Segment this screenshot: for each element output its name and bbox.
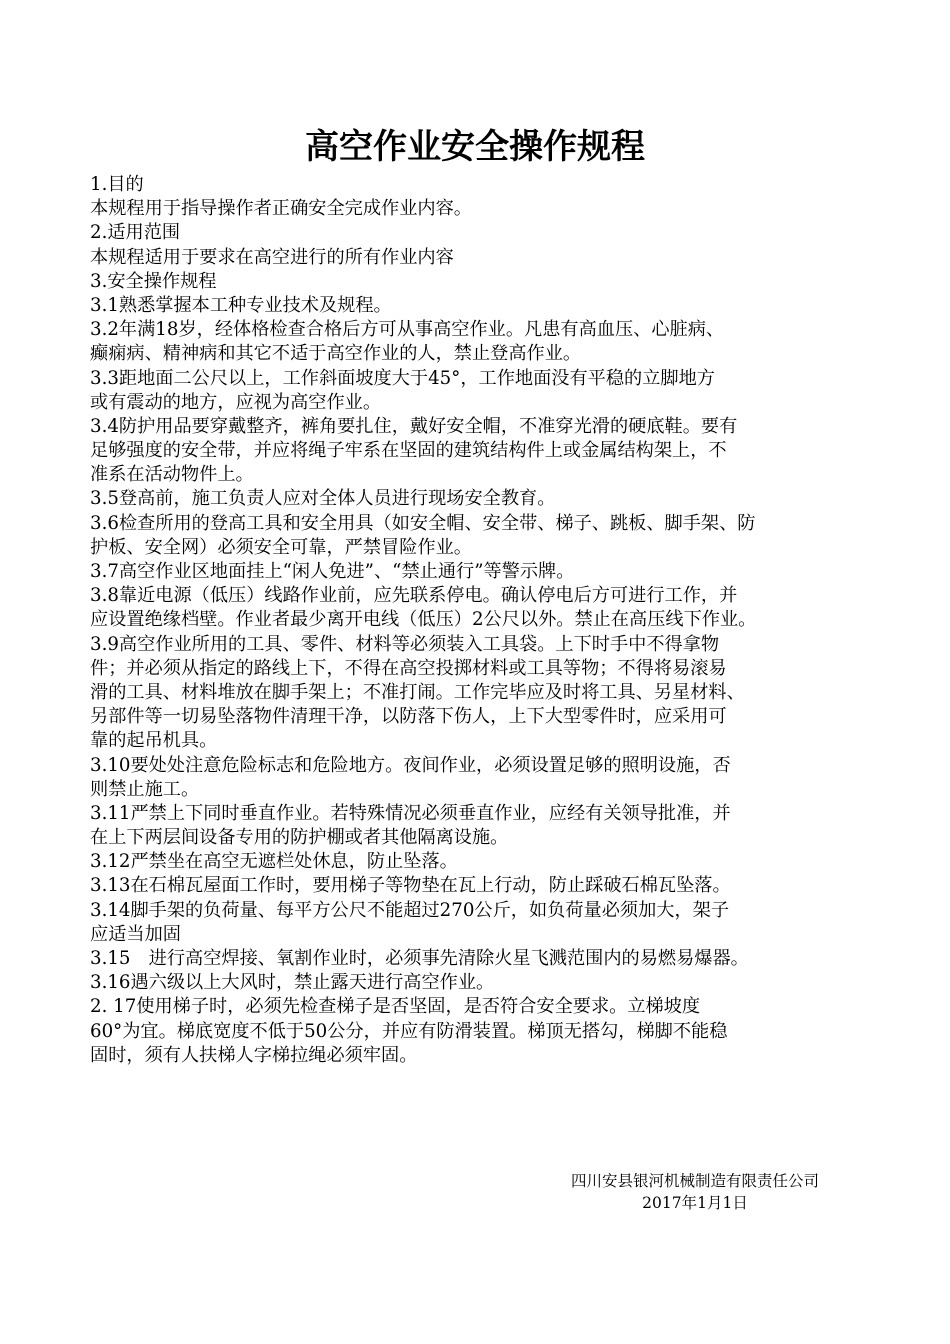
text-line: 1.目的 bbox=[90, 174, 144, 195]
document-body bbox=[90, 173, 880, 1068]
text-line: 件；并必须从指定的路线上下，不得在高空投掷材料或工具等物；不得将易滚易 bbox=[90, 657, 727, 679]
text-line: 3.5登高前，施工负责人应对全体人员进行现场安全教育。 bbox=[90, 488, 556, 510]
text-line: 本规程用于指导操作者正确安全完成作业内容。 bbox=[90, 198, 472, 220]
text-line: 另部件等一切易坠落物件清理干净，以防落下伤人，上下大型零件时，应采用可 bbox=[90, 706, 727, 728]
text-line: 3.7高空作业区地面挂上“闲人免进”、“禁止通行”等警示牌。 bbox=[90, 561, 575, 582]
text-line: 3.15 进行高空焊接、氧割作业时，必须事先清除火星飞溅范围内的易燃易爆器。 bbox=[90, 948, 749, 969]
text-line: 3.10要处处注意危险标志和危险地方。夜间作业，必须设置足够的照明设施，否 bbox=[90, 754, 731, 776]
text-line: 3.安全操作规程 bbox=[90, 270, 217, 292]
text-line: 应适当加固 bbox=[90, 923, 181, 945]
text-line: 3.2年满18岁，经体格检查合格后方可从事高空作业。凡患有高血压、心脏病、 bbox=[90, 319, 725, 341]
company-name: 四川安县银河机械制造有限责任公司 bbox=[570, 1172, 819, 1190]
text-line: 3.3距地面二公尺以上，工作斜面坡度大于45°，工作地面没有平稳的立脚地方 bbox=[90, 367, 715, 389]
text-line: 3.14脚手架的负荷量、每平方公尺不能超过270公斤，如负荷量必须加大，架子 bbox=[90, 899, 730, 921]
text-line: 则禁止施工。 bbox=[90, 778, 200, 800]
text-line: 准系在活动物件上。 bbox=[90, 464, 254, 486]
text-line: 或有震动的地方，应视为高空作业。 bbox=[90, 391, 382, 413]
text-line: 2. 17使用梯子时，必须先检查梯子是否坚固，是否符合安全要求。立梯坡度 bbox=[90, 996, 701, 1018]
text-line: 3.1熟悉掌握本工种专业技术及规程。 bbox=[90, 294, 392, 316]
text-line: 3.16遇六级以上大风时，禁止露天进行高空作业。 bbox=[90, 972, 495, 994]
text-line: 靠的起吊机具。 bbox=[90, 730, 218, 752]
text-line: 本规程适用于要求在高空进行的所有作业内容 bbox=[90, 246, 454, 268]
text-line: 3.9高空作业所用的工具、零件、材料等必须装入工具袋。上下时手中不得拿物 bbox=[90, 633, 720, 655]
text-line: 3.11严禁上下同时垂直作业。若特殊情况必须垂直作业，应经有关领导批准，并 bbox=[90, 802, 731, 824]
signature-block bbox=[520, 1170, 870, 1214]
text-line: 60°为宜。梯底宽度不低于50公分，并应有防滑装置。梯顶无搭勾，梯脚不能稳 bbox=[90, 1020, 728, 1042]
text-line: 护板、安全网）必须安全可靠，严禁冒险作业。 bbox=[90, 536, 472, 558]
document-title: 高空作业安全操作规程 bbox=[305, 127, 645, 167]
text-line: 2.适用范围 bbox=[90, 222, 181, 244]
text-line: 应设置绝缘档壁。作业者最少离开电线（低压）2公尺以外。禁止在高压线下作业。 bbox=[90, 609, 757, 631]
text-line: 足够强度的安全带，并应将绳子牢系在坚固的建筑结构件上或金属结构架上，不 bbox=[90, 440, 727, 462]
text-line: 3.12严禁坐在高空无遮栏处休息，防止坠落。 bbox=[90, 851, 458, 873]
text-line: 3.8靠近电源（低压）线路作业前，应先联系停电。确认停电后方可进行工作，并 bbox=[90, 585, 738, 607]
text-line: 3.4防护用品要穿戴整齐，裤角要扎住，戴好安全帽，不准穿光滑的硬底鞋。要有 bbox=[90, 415, 738, 437]
text-line: 癫痫病、精神病和其它不适于高空作业的人，禁止登高作业。 bbox=[90, 343, 582, 365]
text-line: 在上下两层间设备专用的防护棚或者其他隔离设施。 bbox=[90, 827, 509, 849]
text-line: 固时，须有人扶梯人字梯拉绳必须牢固。 bbox=[90, 1044, 418, 1066]
text-line: 滑的工具、材料堆放在脚手架上；不准打闹。工作完毕应及时将工具、另星材料、 bbox=[90, 681, 745, 703]
text-line: 3.6检查所用的登高工具和安全用具（如安全帽、安全带、梯子、跳板、脚手架、防 bbox=[90, 512, 756, 534]
text-line: 3.13在石棉瓦屋面工作时，要用梯子等物垫在瓦上行动，防止踩破石棉瓦坠落。 bbox=[90, 875, 731, 897]
document-date: 2017年1月1日 bbox=[642, 1194, 748, 1212]
